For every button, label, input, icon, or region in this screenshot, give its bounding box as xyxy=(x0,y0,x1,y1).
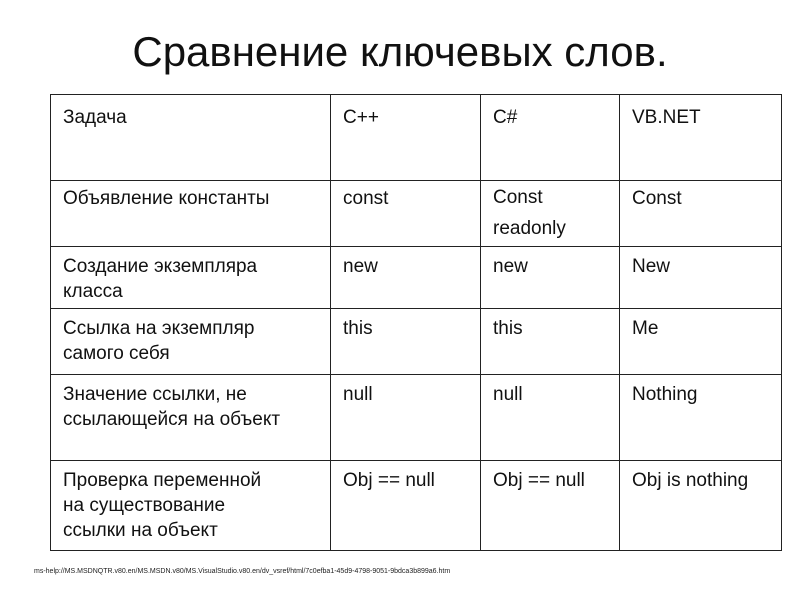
task-cell-line: ссылки на объект xyxy=(63,520,218,541)
table-row xyxy=(51,247,782,309)
task-cell-line: Значение ссылки, не xyxy=(63,384,247,405)
task-cell-line: на существование xyxy=(63,495,226,516)
table-row xyxy=(51,181,782,247)
task-cell xyxy=(51,247,331,309)
table-row xyxy=(51,461,782,551)
vbnet-cell: Const xyxy=(620,181,782,247)
vbnet-cell: New xyxy=(620,247,782,309)
cpp-cell: null xyxy=(331,375,481,461)
csharp-cell-line: readonly xyxy=(493,218,566,239)
task-cell xyxy=(51,309,331,375)
vbnet-cell: Nothing xyxy=(620,375,782,461)
header-cell-task: Задача xyxy=(51,95,331,181)
csharp-cell: this xyxy=(481,309,620,375)
slide-title: Сравнение ключевых слов. xyxy=(132,28,668,75)
task-cell: Объявление константы xyxy=(51,181,331,247)
task-cell xyxy=(51,461,331,551)
csharp-cell: new xyxy=(481,247,620,309)
csharp-cell-line: Const xyxy=(493,187,543,208)
source-url: ms-help://MS.MSDNQTR.v80.en/MS.MSDN.v80/MS.VisualStudio.v80.en/dv_vsref/html/7c0efba1-45d9-4798-9051-9bdca3b899a6.htm xyxy=(34,568,451,575)
table-row xyxy=(51,309,782,375)
header-cell-csharp: C# xyxy=(481,95,620,181)
table-header-row xyxy=(51,95,782,181)
vbnet-cell: Me xyxy=(620,309,782,375)
csharp-cell: null xyxy=(481,375,620,461)
keyword-comparison-table xyxy=(50,94,782,551)
header-cell-cpp: C++ xyxy=(331,95,481,181)
csharp-cell: Obj == null xyxy=(481,461,620,551)
csharp-cell xyxy=(481,181,620,247)
task-cell-line: ссылающейся на объект xyxy=(63,409,281,430)
cpp-cell: Obj == null xyxy=(331,461,481,551)
task-cell xyxy=(51,375,331,461)
task-cell-line: самого себя xyxy=(63,343,170,364)
task-cell-line: Создание экземпляра xyxy=(63,256,258,277)
cpp-cell: new xyxy=(331,247,481,309)
table-row xyxy=(51,375,782,461)
vbnet-cell: Obj is nothing xyxy=(620,461,782,551)
header-cell-vbnet: VB.NET xyxy=(620,95,782,181)
task-cell-line: Проверка переменной xyxy=(63,470,262,491)
cpp-cell: this xyxy=(331,309,481,375)
cpp-cell: const xyxy=(331,181,481,247)
task-cell-line: класса xyxy=(63,281,123,302)
task-cell-line: Ссылка на экземпляр xyxy=(63,318,255,339)
